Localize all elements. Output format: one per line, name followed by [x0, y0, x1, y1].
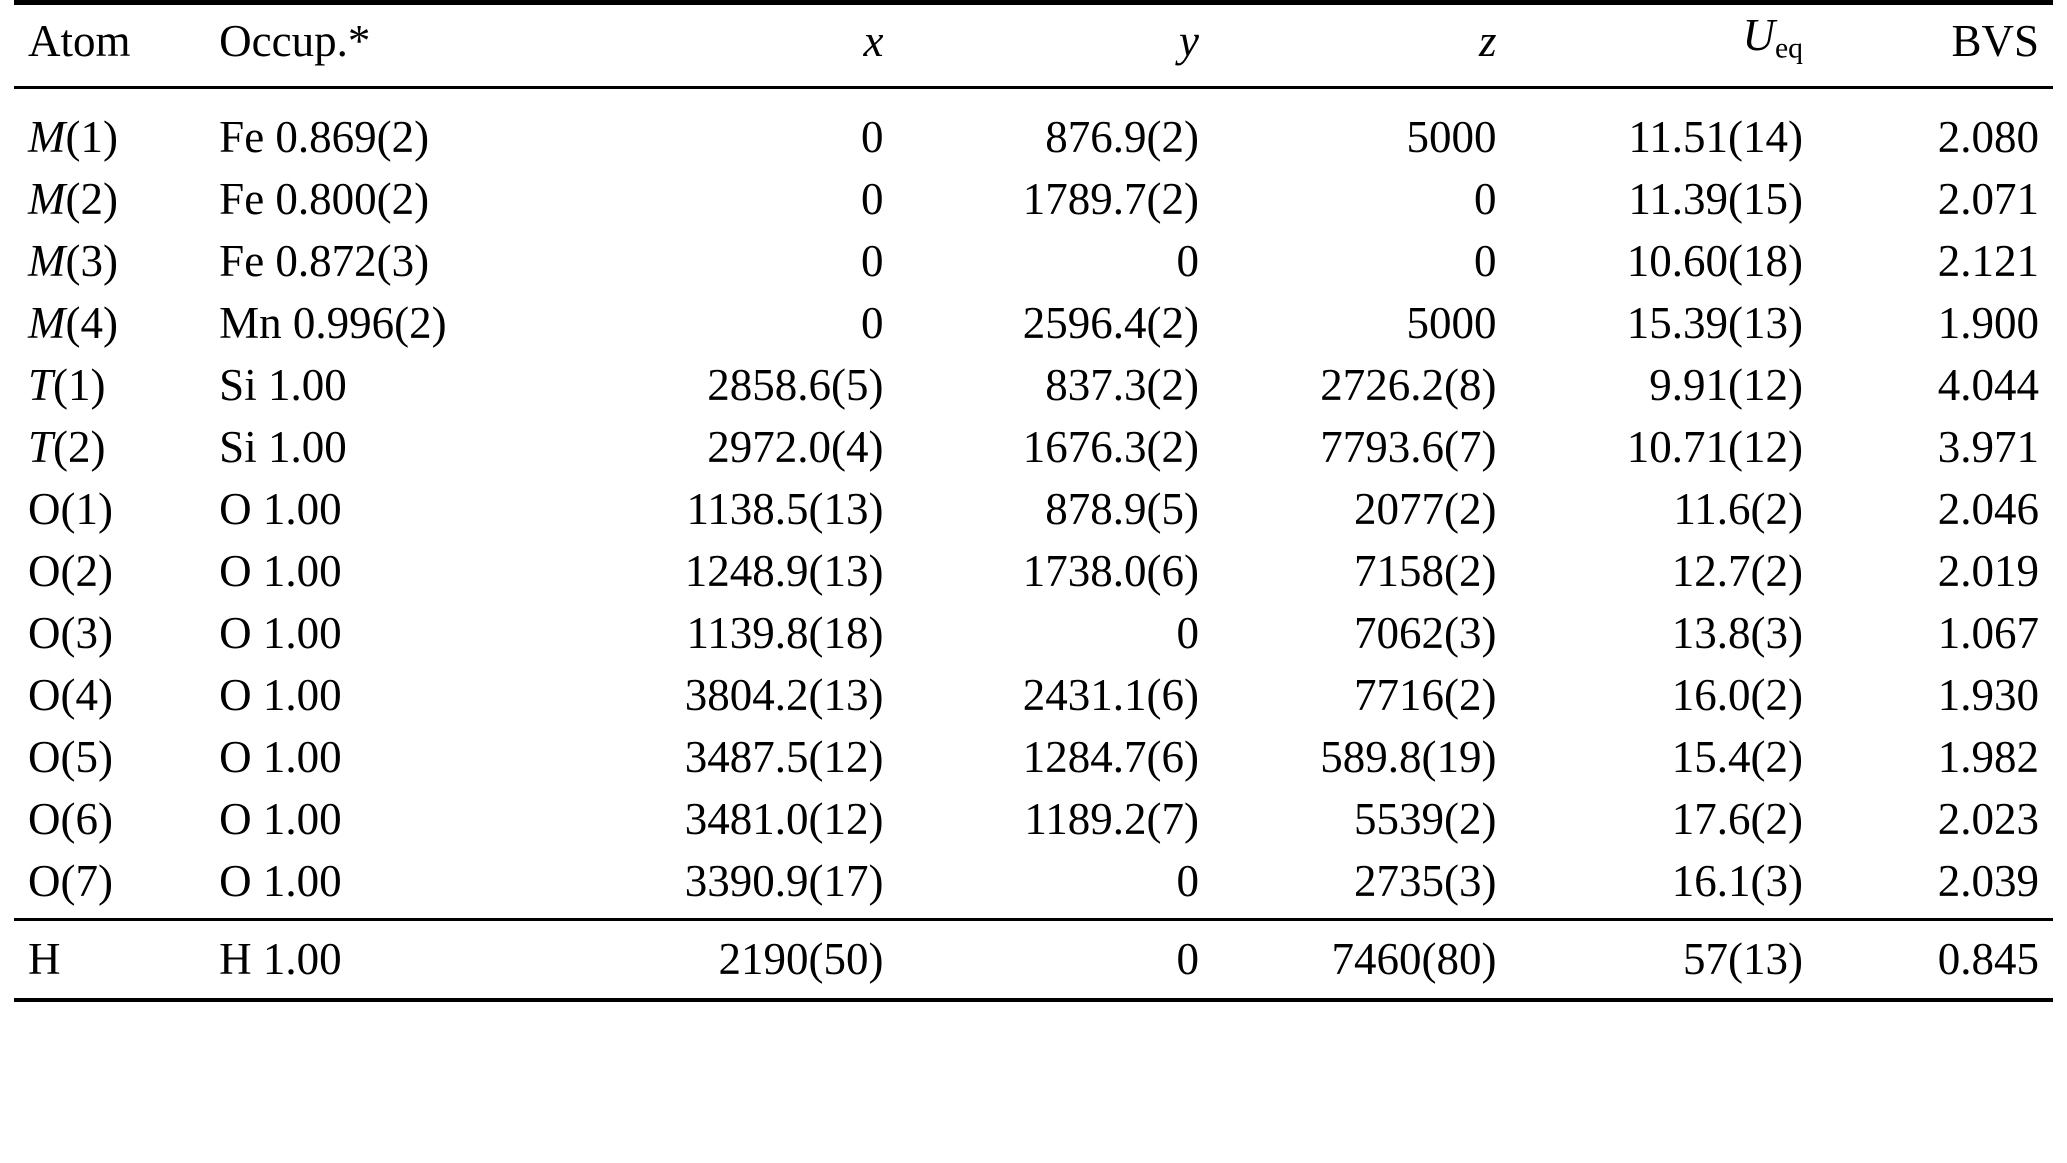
- cell-y: 1738.0(6): [1022, 546, 1199, 597]
- cell-y: 2431.1(6): [1022, 670, 1199, 721]
- table-row: [14, 88, 2053, 170]
- cell-bvs: 2.121: [1937, 236, 2039, 287]
- cell-atom: [14, 88, 205, 170]
- cell-x: 0: [861, 112, 884, 163]
- atomic-parameters-table: [14, 0, 2053, 1002]
- table-row: [14, 727, 2053, 789]
- cell-z: 2726.2(8): [1320, 360, 1497, 411]
- cell-x: 2190(50): [553, 920, 898, 1001]
- cell-y: 1189.2(7): [1024, 794, 1199, 845]
- cell-z: 0: [1473, 174, 1497, 225]
- cell-z: 5539(2): [1354, 794, 1497, 845]
- cell-occupancy: O 1.00: [219, 546, 342, 597]
- atom-index: O(6): [28, 794, 113, 845]
- cell-occupancy: O 1.00: [219, 732, 342, 783]
- cell-z: 7716(2): [1354, 670, 1497, 721]
- cell-atom: [14, 789, 205, 851]
- cell-ueq: 12.7(2): [1671, 546, 1803, 597]
- cell-ueq: 57(13): [1510, 920, 1816, 1001]
- cell-bvs: 0.845: [1817, 920, 2053, 1001]
- cell-occupancy: O 1.00: [219, 484, 342, 535]
- cell-ueq: 9.91(12): [1649, 360, 1803, 411]
- cell-occupancy: O 1.00: [219, 670, 342, 721]
- cell-x: 1138.5(13): [686, 484, 884, 535]
- cell-atom: [14, 920, 205, 1001]
- cell-atom: [14, 479, 205, 541]
- cell-z: 7460(80): [1213, 920, 1511, 1001]
- cell-bvs: 2.023: [1937, 794, 2039, 845]
- table-row: [14, 851, 2053, 920]
- cell-x: 1139.8(18): [686, 608, 884, 659]
- atom-symbol: T: [28, 422, 54, 473]
- atom-symbol: M: [28, 236, 66, 287]
- cell-ueq: 17.6(2): [1671, 794, 1803, 845]
- column-header-x: [553, 3, 898, 88]
- atom-index: O(4): [28, 670, 113, 721]
- cell-ueq: 13.8(3): [1671, 608, 1803, 659]
- cell-y: 1676.3(2): [1022, 422, 1199, 473]
- table-row: [14, 603, 2053, 665]
- table-row: [14, 355, 2053, 417]
- cell-ueq: 11.51(14): [1628, 112, 1803, 163]
- atom-index: (3): [65, 236, 118, 287]
- table-row: [14, 541, 2053, 603]
- cell-bvs: 4.044: [1937, 360, 2039, 411]
- cell-bvs: 1.900: [1937, 298, 2039, 349]
- cell-occupancy: Fe 0.800(2): [219, 174, 430, 225]
- column-header-y-label: y: [1179, 16, 1199, 67]
- table-row: [14, 293, 2053, 355]
- cell-x: 0: [861, 236, 884, 287]
- cell-atom: [14, 603, 205, 665]
- column-header-bvs-label: BVS: [1951, 16, 2039, 67]
- cell-x: 2858.6(5): [707, 360, 884, 411]
- atom-symbol: T: [28, 360, 54, 411]
- column-header-atom: [14, 3, 205, 88]
- column-header-y: [898, 3, 1213, 88]
- column-header-bvs: [1817, 3, 2053, 88]
- column-header-occupancy-label: Occup.*: [219, 16, 371, 67]
- cell-occupancy: O 1.00: [219, 608, 342, 659]
- cell-z: 589.8(19): [1320, 732, 1497, 783]
- cell-atom: [14, 417, 205, 479]
- cell-bvs: 2.080: [1937, 112, 2039, 163]
- atom-index: (2): [53, 422, 106, 473]
- cell-atom: [14, 355, 205, 417]
- cell-bvs: 2.046: [1937, 484, 2039, 535]
- cell-atom: [14, 231, 205, 293]
- cell-bvs: 1.982: [1937, 732, 2039, 783]
- column-header-ueq-label: U: [1742, 10, 1775, 60]
- cell-occupancy: Si 1.00: [219, 360, 347, 411]
- cell-y: 1284.7(6): [1022, 732, 1199, 783]
- cell-z: 0: [1473, 236, 1497, 287]
- cell-ueq: 16.0(2): [1671, 670, 1803, 721]
- cell-occupancy: Si 1.00: [219, 422, 347, 473]
- cell-ueq: 10.71(12): [1626, 422, 1803, 473]
- cell-ueq: 10.60(18): [1626, 236, 1803, 287]
- cell-bvs: 2.019: [1937, 546, 2039, 597]
- column-header-ueq: [1510, 3, 1816, 88]
- atom-index: O(1): [28, 484, 113, 535]
- cell-x: 3804.2(13): [684, 670, 884, 721]
- cell-z: 5000: [1406, 112, 1497, 163]
- cell-y: 878.9(5): [1045, 484, 1199, 535]
- table-row: [14, 417, 2053, 479]
- table-header: [14, 3, 2053, 88]
- atom-index: (1): [65, 112, 118, 163]
- column-header-z: [1213, 3, 1511, 88]
- atom-index: (1): [53, 360, 106, 411]
- cell-bvs: 3.971: [1937, 422, 2039, 473]
- cell-atom: [14, 541, 205, 603]
- column-header-z-label: z: [1478, 16, 1497, 67]
- cell-x: 0: [861, 298, 884, 349]
- cell-z: 2077(2): [1354, 484, 1497, 535]
- cell-y: 876.9(2): [1045, 112, 1199, 163]
- cell-y: 0: [898, 851, 1213, 920]
- cell-ueq: 11.39(15): [1628, 174, 1803, 225]
- cell-z: 7158(2): [1354, 546, 1497, 597]
- cell-bvs: 1.067: [1937, 608, 2039, 659]
- cell-x: 1248.9(13): [684, 546, 884, 597]
- table-row: [14, 665, 2053, 727]
- cell-y: 837.3(2): [1045, 360, 1199, 411]
- atom-index: O(5): [28, 732, 113, 783]
- cell-atom: [14, 851, 205, 920]
- cell-ueq: 11.6(2): [1673, 484, 1803, 535]
- atom-index: (4): [65, 298, 118, 349]
- cell-bvs: 1.930: [1937, 670, 2039, 721]
- table-row: [14, 231, 2053, 293]
- cell-occupancy: Fe 0.869(2): [219, 112, 430, 163]
- atom-symbol: M: [28, 112, 66, 163]
- table-row: [14, 479, 2053, 541]
- cell-x: 3390.9(17): [553, 851, 898, 920]
- cell-y: 0: [898, 920, 1213, 1001]
- column-header-occupancy: [205, 3, 553, 88]
- cell-occupancy: Fe 0.872(3): [219, 236, 430, 287]
- atom-index: H: [28, 934, 61, 985]
- atom-index: (2): [65, 174, 118, 225]
- cell-occupancy: O 1.00: [219, 794, 342, 845]
- cell-occupancy: H 1.00: [205, 920, 553, 1001]
- cell-bvs: 2.039: [1817, 851, 2053, 920]
- cell-y: 0: [1176, 236, 1199, 287]
- cell-atom: [14, 169, 205, 231]
- cell-z: 7793.6(7): [1320, 422, 1497, 473]
- atom-index: O(3): [28, 608, 113, 659]
- atom-symbol: M: [28, 298, 66, 349]
- cell-occupancy: Mn 0.996(2): [219, 298, 447, 349]
- cell-bvs: 2.071: [1937, 174, 2039, 225]
- column-header-ueq-subscript: eq: [1774, 32, 1803, 65]
- cell-x: 0: [861, 174, 884, 225]
- cell-ueq: 15.39(13): [1626, 298, 1803, 349]
- column-header-atom-label: Atom: [28, 16, 131, 67]
- table-row: [14, 789, 2053, 851]
- table-header-row: [14, 3, 2053, 88]
- cell-z: 7062(3): [1354, 608, 1497, 659]
- cell-y: 0: [1176, 608, 1199, 659]
- atom-symbol: M: [28, 174, 66, 225]
- table-body: [14, 88, 2053, 1001]
- cell-z: 5000: [1406, 298, 1497, 349]
- table-row: [14, 169, 2053, 231]
- cell-x: 3481.0(12): [684, 794, 884, 845]
- cell-y: 2596.4(2): [1022, 298, 1199, 349]
- cell-x: 3487.5(12): [684, 732, 884, 783]
- cell-occupancy: O 1.00: [205, 851, 553, 920]
- cell-y: 1789.7(2): [1022, 174, 1199, 225]
- cell-z: 2735(3): [1213, 851, 1511, 920]
- column-header-x-label: x: [863, 16, 884, 67]
- cell-atom: [14, 727, 205, 789]
- atom-index: O(7): [28, 856, 113, 907]
- cell-ueq: 15.4(2): [1671, 732, 1803, 783]
- atom-index: O(2): [28, 546, 113, 597]
- cell-atom: [14, 293, 205, 355]
- cell-atom: [14, 665, 205, 727]
- cell-x: 2972.0(4): [707, 422, 884, 473]
- table-row: [14, 920, 2053, 1001]
- cell-ueq: 16.1(3): [1510, 851, 1816, 920]
